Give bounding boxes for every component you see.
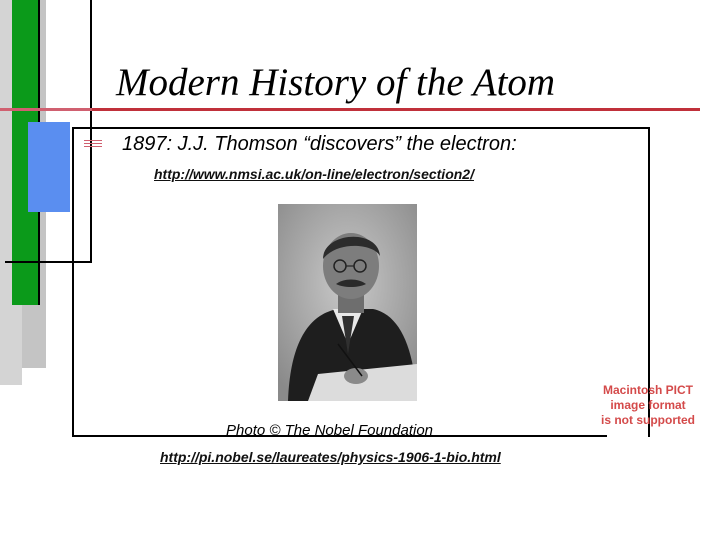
portrait-photo xyxy=(278,204,417,401)
title-underline xyxy=(92,108,700,111)
slide-title: Modern History of the Atom xyxy=(116,61,556,104)
photo-caption: Photo © The Nobel Foundation xyxy=(226,422,434,439)
title-underline-left xyxy=(0,108,92,111)
pict-line-3: is not supported xyxy=(601,413,695,427)
pict-line-2: image format xyxy=(610,398,686,412)
bullet-heading: 1897: J.J. Thomson “discovers” the electron: xyxy=(122,133,517,155)
pict-line-1: Macintosh PICT xyxy=(602,383,693,397)
nobel-bio-link[interactable]: http://pi.nobel.se/laureates/physics-1906-1-bio.html xyxy=(160,449,501,465)
lined-bullet-icon xyxy=(84,140,102,150)
electron-history-link[interactable]: http://www.nmsi.ac.uk/on-line/electron/section2/ xyxy=(154,166,474,182)
pict-unsupported-placeholder xyxy=(600,383,696,428)
